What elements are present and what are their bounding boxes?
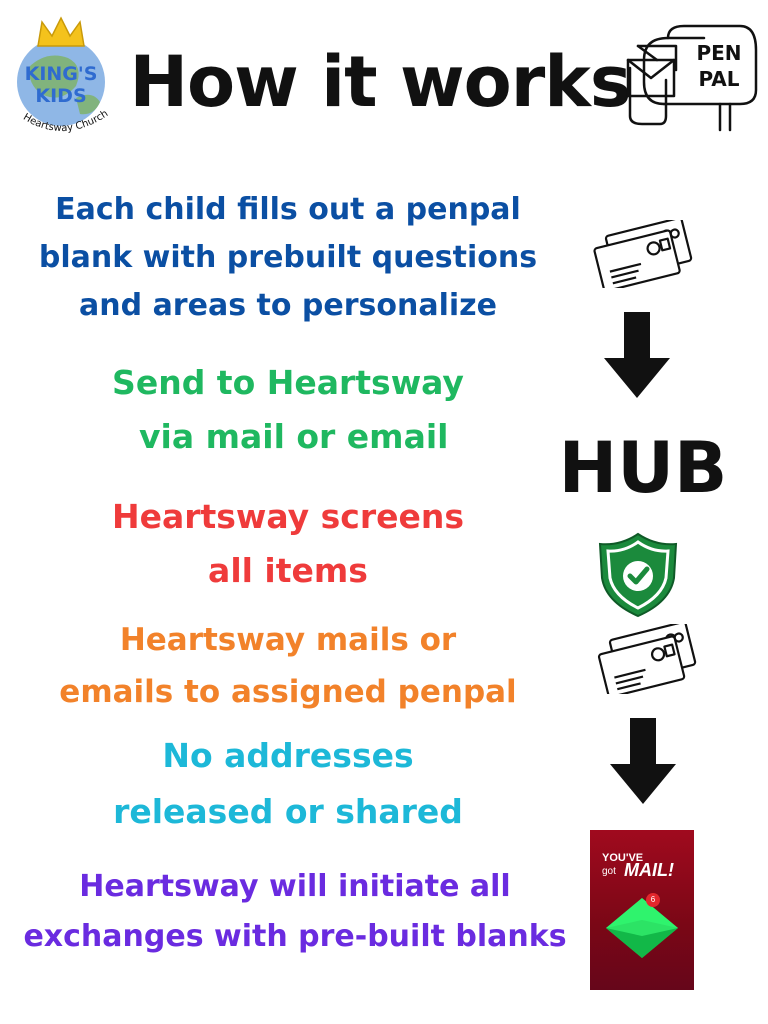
envelope-icon	[602, 890, 682, 962]
step-line: all items	[208, 551, 368, 590]
step-line: Heartsway screens	[111, 497, 465, 536]
mail-you-text: YOU'VE	[602, 852, 644, 864]
penpal-line1: PEN	[696, 41, 742, 65]
page-title: How it works	[129, 41, 631, 123]
notification-badge: 6	[646, 893, 660, 907]
step-line: blank with prebuilt questions	[38, 240, 538, 275]
envelopes-icon	[590, 220, 694, 288]
mail-mail-text: MAIL!	[624, 860, 674, 880]
logo-church: Heartsway Church	[21, 108, 111, 135]
mailbox-icon	[624, 20, 760, 132]
step-line: Heartsway will initiate all	[79, 869, 511, 904]
youve-got-mail-image	[590, 830, 694, 990]
step-send	[18, 356, 558, 464]
step-line: released or shared	[113, 792, 463, 831]
step-privacy	[18, 728, 558, 840]
envelopes-icon	[594, 624, 698, 694]
logo-line1: KING'S	[24, 63, 98, 85]
step-line: and areas to personalize	[79, 288, 497, 323]
step-fill-out	[18, 186, 558, 330]
step-screens	[18, 490, 558, 598]
step-initiate	[10, 862, 580, 962]
logo-line2: KIDS	[35, 85, 87, 107]
step-mails	[18, 614, 558, 718]
hub-label: HUB	[558, 427, 728, 509]
shield-check-icon	[598, 532, 678, 618]
step-line: No addresses	[162, 736, 414, 775]
arrow-down-icon	[610, 718, 676, 804]
step-line: Each child fills out a penpal	[55, 192, 521, 227]
step-line: emails to assigned penpal	[59, 674, 517, 710]
kings-kids-logo	[6, 10, 116, 145]
mail-got-text: got	[602, 866, 616, 877]
arrow-down-icon	[604, 312, 670, 398]
step-line: Heartsway mails or	[119, 622, 457, 658]
step-line: via mail or email	[127, 417, 449, 456]
step-line: exchanges with pre-built blanks	[23, 919, 567, 954]
step-line: Send to Heartsway	[112, 363, 464, 402]
penpal-line2: PAL	[698, 67, 740, 91]
crown-icon	[38, 18, 84, 46]
